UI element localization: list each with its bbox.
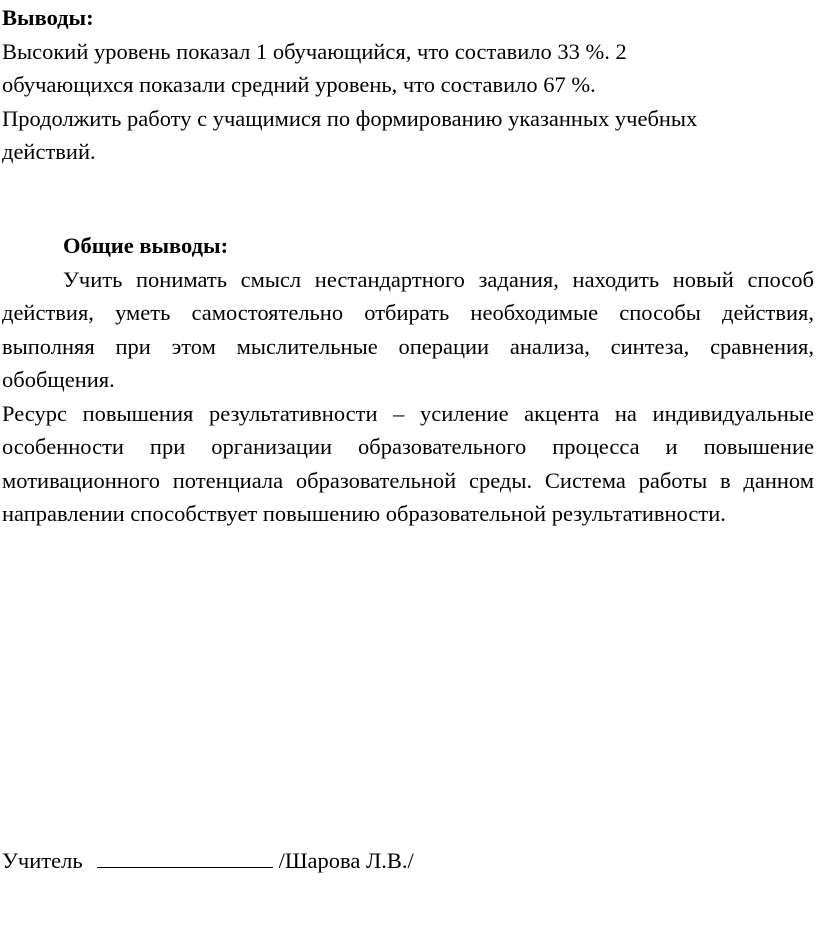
signature-name: /Шарова Л.В./ xyxy=(278,848,414,873)
conclusions-section xyxy=(2,1,814,169)
conclusions-line-2: обучающихся показали средний уровень, что составило 67 %. xyxy=(2,72,596,97)
general-conclusions-section xyxy=(2,229,814,531)
general-paragraph-2: Ресурс повышения результативности – усиление акцента на индивидуальные особенности при организации образовательного процесса и повышение мотивационного потенциала образовательной среды. Система работы в данном направлении способствует повышению образовательной результативности. xyxy=(2,400,814,526)
conclusions-heading: Выводы: xyxy=(2,5,94,30)
conclusions-line-3: Продолжить работу с учащимися по формированию указанных учебных xyxy=(2,105,698,131)
conclusions-line-1: Высокий уровень показал 1 обучающийся, что составило 33 %. 2 xyxy=(2,38,627,64)
conclusions-line-4: действий. xyxy=(2,139,96,164)
general-conclusions-heading: Общие выводы: xyxy=(63,233,229,258)
signature-line xyxy=(2,844,814,878)
signature-role: Учитель xyxy=(2,848,83,873)
signature-blank xyxy=(97,845,273,868)
general-paragraph-1: Учить понимать смысл нестандартного задания, находить новый способ действия, уметь самостоятельно отбирать необходимые способы действия, выполняя при этом мыслительные операции анализа, синтеза, сравнения, обобщения. xyxy=(2,266,814,392)
